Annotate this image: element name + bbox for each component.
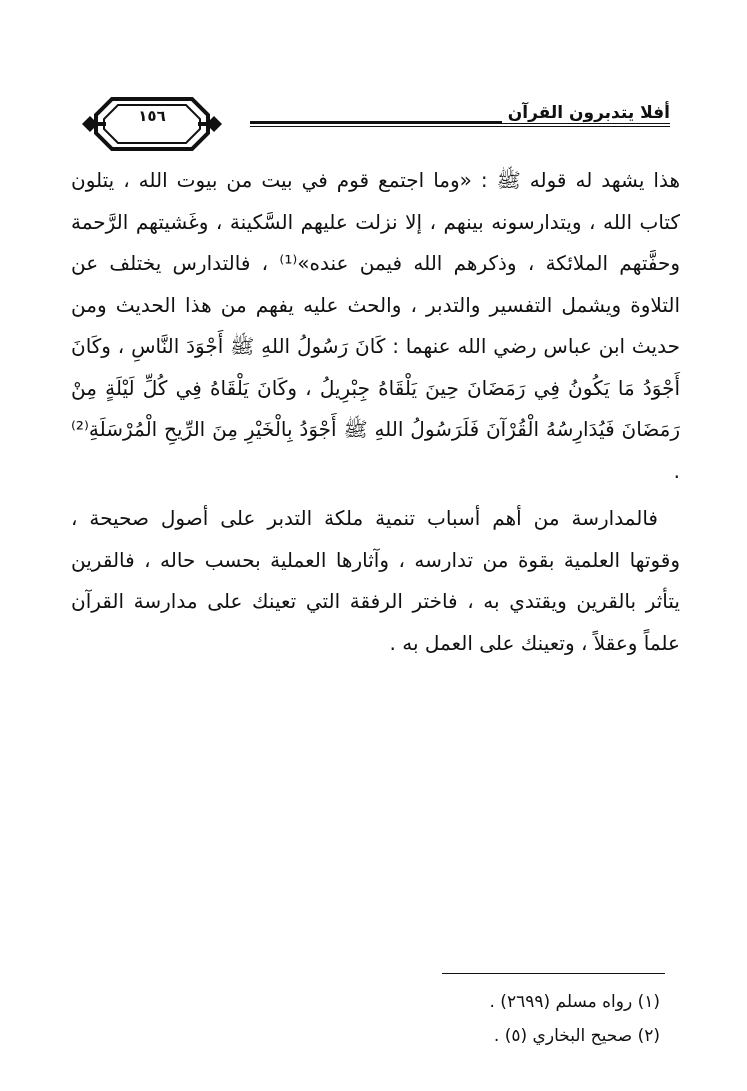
header-rule-thin bbox=[250, 126, 670, 127]
page-number: ١٥٦ bbox=[138, 107, 166, 125]
paragraph: هذا يشهد له قوله ﷺ : «وما اجتمع قوم في بيت من بيوت الله ، يتلون كتاب الله ، ويتدارسونه بينهم ، إلا نزلت عليهم السَّكينة ، وغَشيتهم الرَّحمة وحفَّتهم الملائكة ، وذكرهم الله فيمن عنده»⁽¹⁾ ، فالتدارس يختلف عن التلاوة ويشمل التفسير والتدبر ، والحث عليه يفهم من هذا الحديث ومن حديث ابن عباس رضي الله عنهما : كَانَ رَسُولُ اللهِ ﷺ أَجْوَدَ النَّاسِ ، وكَانَ أَجْوَدُ مَا يَكُونُ فِي رَمَضَانَ حِينَ يَلْقَاهُ جِبْرِيلُ ، وكَانَ يَلْقَاهُ فِي كُلِّ لَيْلَةٍ مِنْ رَمَضَانَ فَيُدَارِسُهُ الْقُرْآنَ فَلَرَسُولُ اللهِ ﷺ أَجْوَدُ بِالْخَيْرِ مِنَ الرِّيحِ الْمُرْسَلَةِ⁽²⁾ . bbox=[71, 168, 681, 483]
running-header bbox=[82, 95, 670, 153]
footnote: (٢) صحيح البخاري (٥) . bbox=[493, 1026, 660, 1046]
footnote: (١) رواه مسلم (٢٦٩٩) . bbox=[489, 992, 660, 1012]
footnotes bbox=[100, 985, 660, 1053]
header-title: أفلا يتدبرون القرآن bbox=[502, 103, 670, 123]
footnote-separator bbox=[442, 973, 665, 974]
body-text bbox=[71, 160, 680, 664]
paragraph: فالمدارسة من أهم أسباب تنمية ملكة التدبر على أصول صحيحة ، وقوتها العلمية بقوة من تدارسه ، وآثارها العملية بحسب حاله ، فالقرين يتأثر بالقرين ويقتدي به ، فاختر الرفقة التي تعينك على مدارسة القرآن علماً وعقلاً ، وتعينك على العمل به . bbox=[71, 506, 680, 655]
